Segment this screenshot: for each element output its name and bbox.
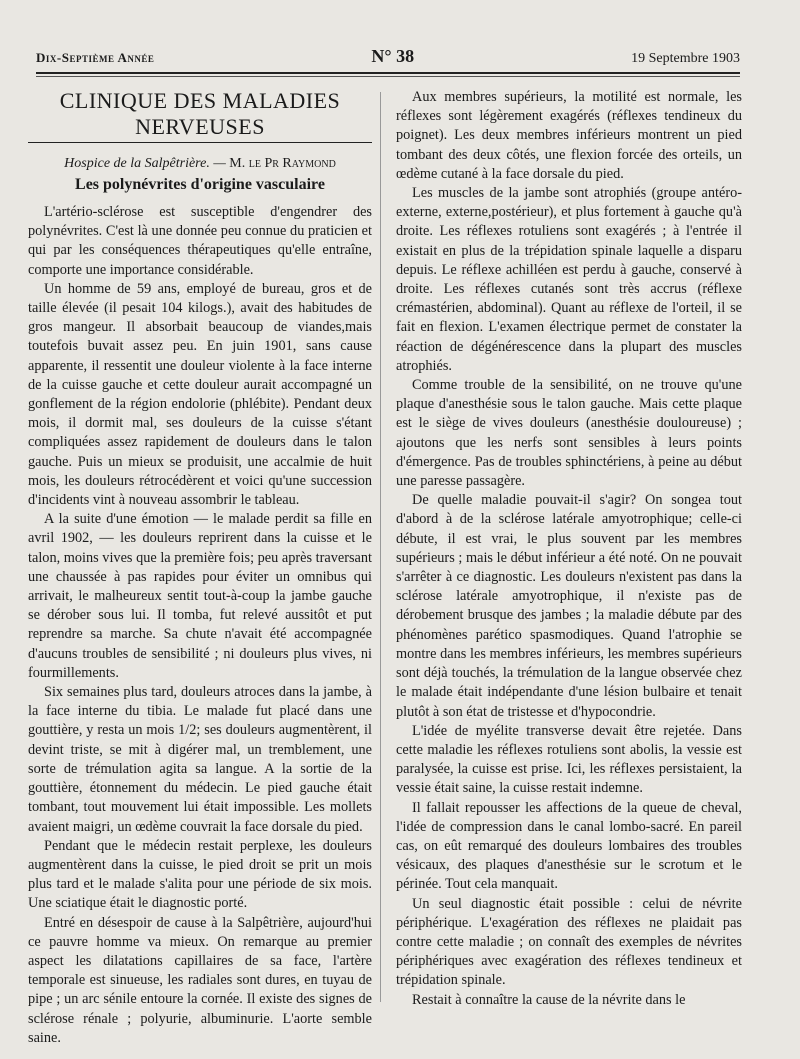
paragraph: Six semaines plus tard, douleurs atroces dans la jambe, à la face interne du tibia. Le malade fut placé dans une gouttière, y resta un mois 1/2; ses douleurs augmentèrent, il devint triste, se mit à digérer mal, un tremblement, une sorte de trémulation agita sa langue. A la sortie de la gouttière, étonnement du médecin. Le pied gauche était tombant, tout mouvement lui était impossible. Les mollets avaient maigri, un œdème couvrait la face dorsale du pied. xyxy=(28,684,372,835)
byline-author: M. le Pr Raymond xyxy=(229,156,336,171)
running-head xyxy=(36,46,740,70)
paragraph: Comme trouble de la sensibilité, on ne trouve qu'une plaque d'anesthésie sous le talon gauche. Mais cette plaque est le siège de vives douleurs (anesthésie douloureuse) ; ajoutons que les nerfs sont sensibles à leurs points d'émergence. Pas de troubles sphinctériens, à peine au début une paresse passagère. xyxy=(396,377,742,490)
issue-date: 19 Septembre 1903 xyxy=(631,51,740,66)
left-column xyxy=(28,88,372,1048)
byline-separator: — xyxy=(209,156,230,171)
paragraph: Entré en désespoir de cause à la Salpêtrière, aujourd'hui ce pauvre homme va mieux. On remarque au premier aspect les dilatations capillaires de sa face, l'artère temporale est sinueuse, les radiales sont dures, en tuyau de pipe ; un arc sénile entoure la cornée. Il existe des signes de sclérose rénale ; polyurie, albuminurie. L'aorte semble saine. xyxy=(28,914,372,1046)
column-divider xyxy=(380,92,381,1002)
paragraph: Il fallait repousser les affections de la queue de cheval, l'idée de compression dans le canal lombo-sacré. En pareil cas, on eût remarqué des douleurs lombaires des troubles vésicaux, des plaques d'anesthésie sur le scrotum et le périnée. Tout cela manquait. xyxy=(396,799,742,893)
byline xyxy=(28,155,372,173)
paragraph: Aux membres supérieurs, la motilité est normale, les réflexes sont légèrement exagérés (réflexes tendineux du poignet). Les deux membres inférieurs montrent un pied tombant des deux côtés, une flexion forcée des orteils, un œdème cutané à la face dorsale du pied. xyxy=(396,89,742,182)
paragraph: Un seul diagnostic était possible : celui de névrite périphérique. L'exagération des réflexes ne plaidait pas contre cette maladie ; on connaît des exemples de névrites périphériques avec exagération des réflexes tendineux et trépidation spinale. xyxy=(396,895,742,989)
issue-number: N° 38 xyxy=(371,46,415,66)
header-rule-thin xyxy=(36,76,740,77)
right-column xyxy=(396,88,742,1010)
section-title: CLINIQUE DES MALADIES NERVEUSES xyxy=(28,88,372,143)
paragraph: Un homme de 59 ans, employé de bureau, gros et de taille élevée (il pesait 104 kilogs.), avait des habitudes de gros mangeur. Il absorbait beaucoup de viandes,mais toutefois buvait assez peu. En juin 1901, sans cause apparente, il ressentit une douleur violente à la face interne de la cuisse gauche et cette douleur aurait accompagné un gonflement de la région endolorie (phlébite). Pendant deux mois, il dormit mal, ses douleurs de la cuisse s'étant compliquées assez rapidement de douleurs dans le talon gauche. Puis un mieux se produisit, une accalmie de huit mois, les douleurs rétrocédèrent et voici qu'une succession d'incidents vint à nouveau assombrir le tableau. xyxy=(28,280,372,509)
byline-place: Hospice de la Salpêtrière. xyxy=(64,156,210,171)
paragraph: L'artério-sclérose est susceptible d'engendrer des polynévrites. C'est là une donnée peu connue du praticien et qui par les conséquences thérapeutiques qu'elle entraîne, comporte une importance considérable. xyxy=(28,204,372,278)
paragraph: Les muscles de la jambe sont atrophiés (groupe antéro-externe, externe,postérieur), et plus fortement à gauche qu'à droite. Les réflexes rotuliens sont exagérés ; à l'entrée il existait en plus de la trépidation spinale laquelle a disparu depuis. Le réflexe achilléen est perdu à gauche, conservé à droite. Les réflexes cutanés sont très accrus (réflexe crémastérien, abdominal). Quant au réflexe de l'orteil, il se fait en flexion. L'examen électrique permet de constater la réaction de dégénérescence dans la plupart des muscles atrophiés. xyxy=(396,185,742,374)
paragraph: A la suite d'une émotion — le malade perdit sa fille en avril 1902, — les douleurs reprirent dans la cuisse et le talon, moins vives que la première fois; peu après traversant une chaussée à pas rapides pour éviter un omnibus qui arrivait, le malheureux sentit tout-à-coup la jambe gauche se dérober sous lui. Il tomba, fut relevé aussitôt et put reprendre sa marche. Sa chute n'avait été accompagnée d'aucuns troubles de sensibilité ; ni douleurs plus vives, ni fourmillements. xyxy=(28,511,372,681)
paragraph: De quelle maladie pouvait-il s'agir? On songea tout d'abord à de la sclérose latérale amyotrophique; celle-ci débute, il est vrai, le plus souvent par les membres supérieurs ; mais le début inférieur a été noté. On ne pouvait s'arrêter à ce diagnostic. Les douleurs n'existent pas dans la sclérose latérale amyotrophique, il n'existe pas de dérobement brusque des jambes ; la maladie débute par des phénomènes parético spasmodiques. Quand l'atrophie se montre dans les membres inférieurs, les membres supérieurs sont déjà touchés, la trémulation de la langue observée chez le malade était indépendante d'une lésion bulbaire et tenait plutôt à son état de tristesse et d'hypocondrie. xyxy=(396,492,742,720)
paragraph: Pendant que le médecin restait perplexe, les douleurs augmentèrent dans la cuisse, le pied droit se prit un mois plus tard et le malade s'alita pour une période de six mois. Une sciatique était le diagnostic porté. xyxy=(28,837,372,912)
volume-label: Dix-Septième Année xyxy=(36,50,155,65)
header-rule xyxy=(36,72,740,74)
paragraph: Restait à connaître la cause de la névrite dans le xyxy=(412,991,686,1008)
article-title: Les polynévrites d'origine vasculaire xyxy=(75,176,325,193)
paragraph: L'idée de myélite transverse devait être rejetée. Dans cette maladie les réflexes rotuliens sont abolis, la vessie est paralysée, la cuisse est prise. Ici, les réflexes persistaient, la vessie était saine, la cuisse restait indemne. xyxy=(396,722,742,797)
